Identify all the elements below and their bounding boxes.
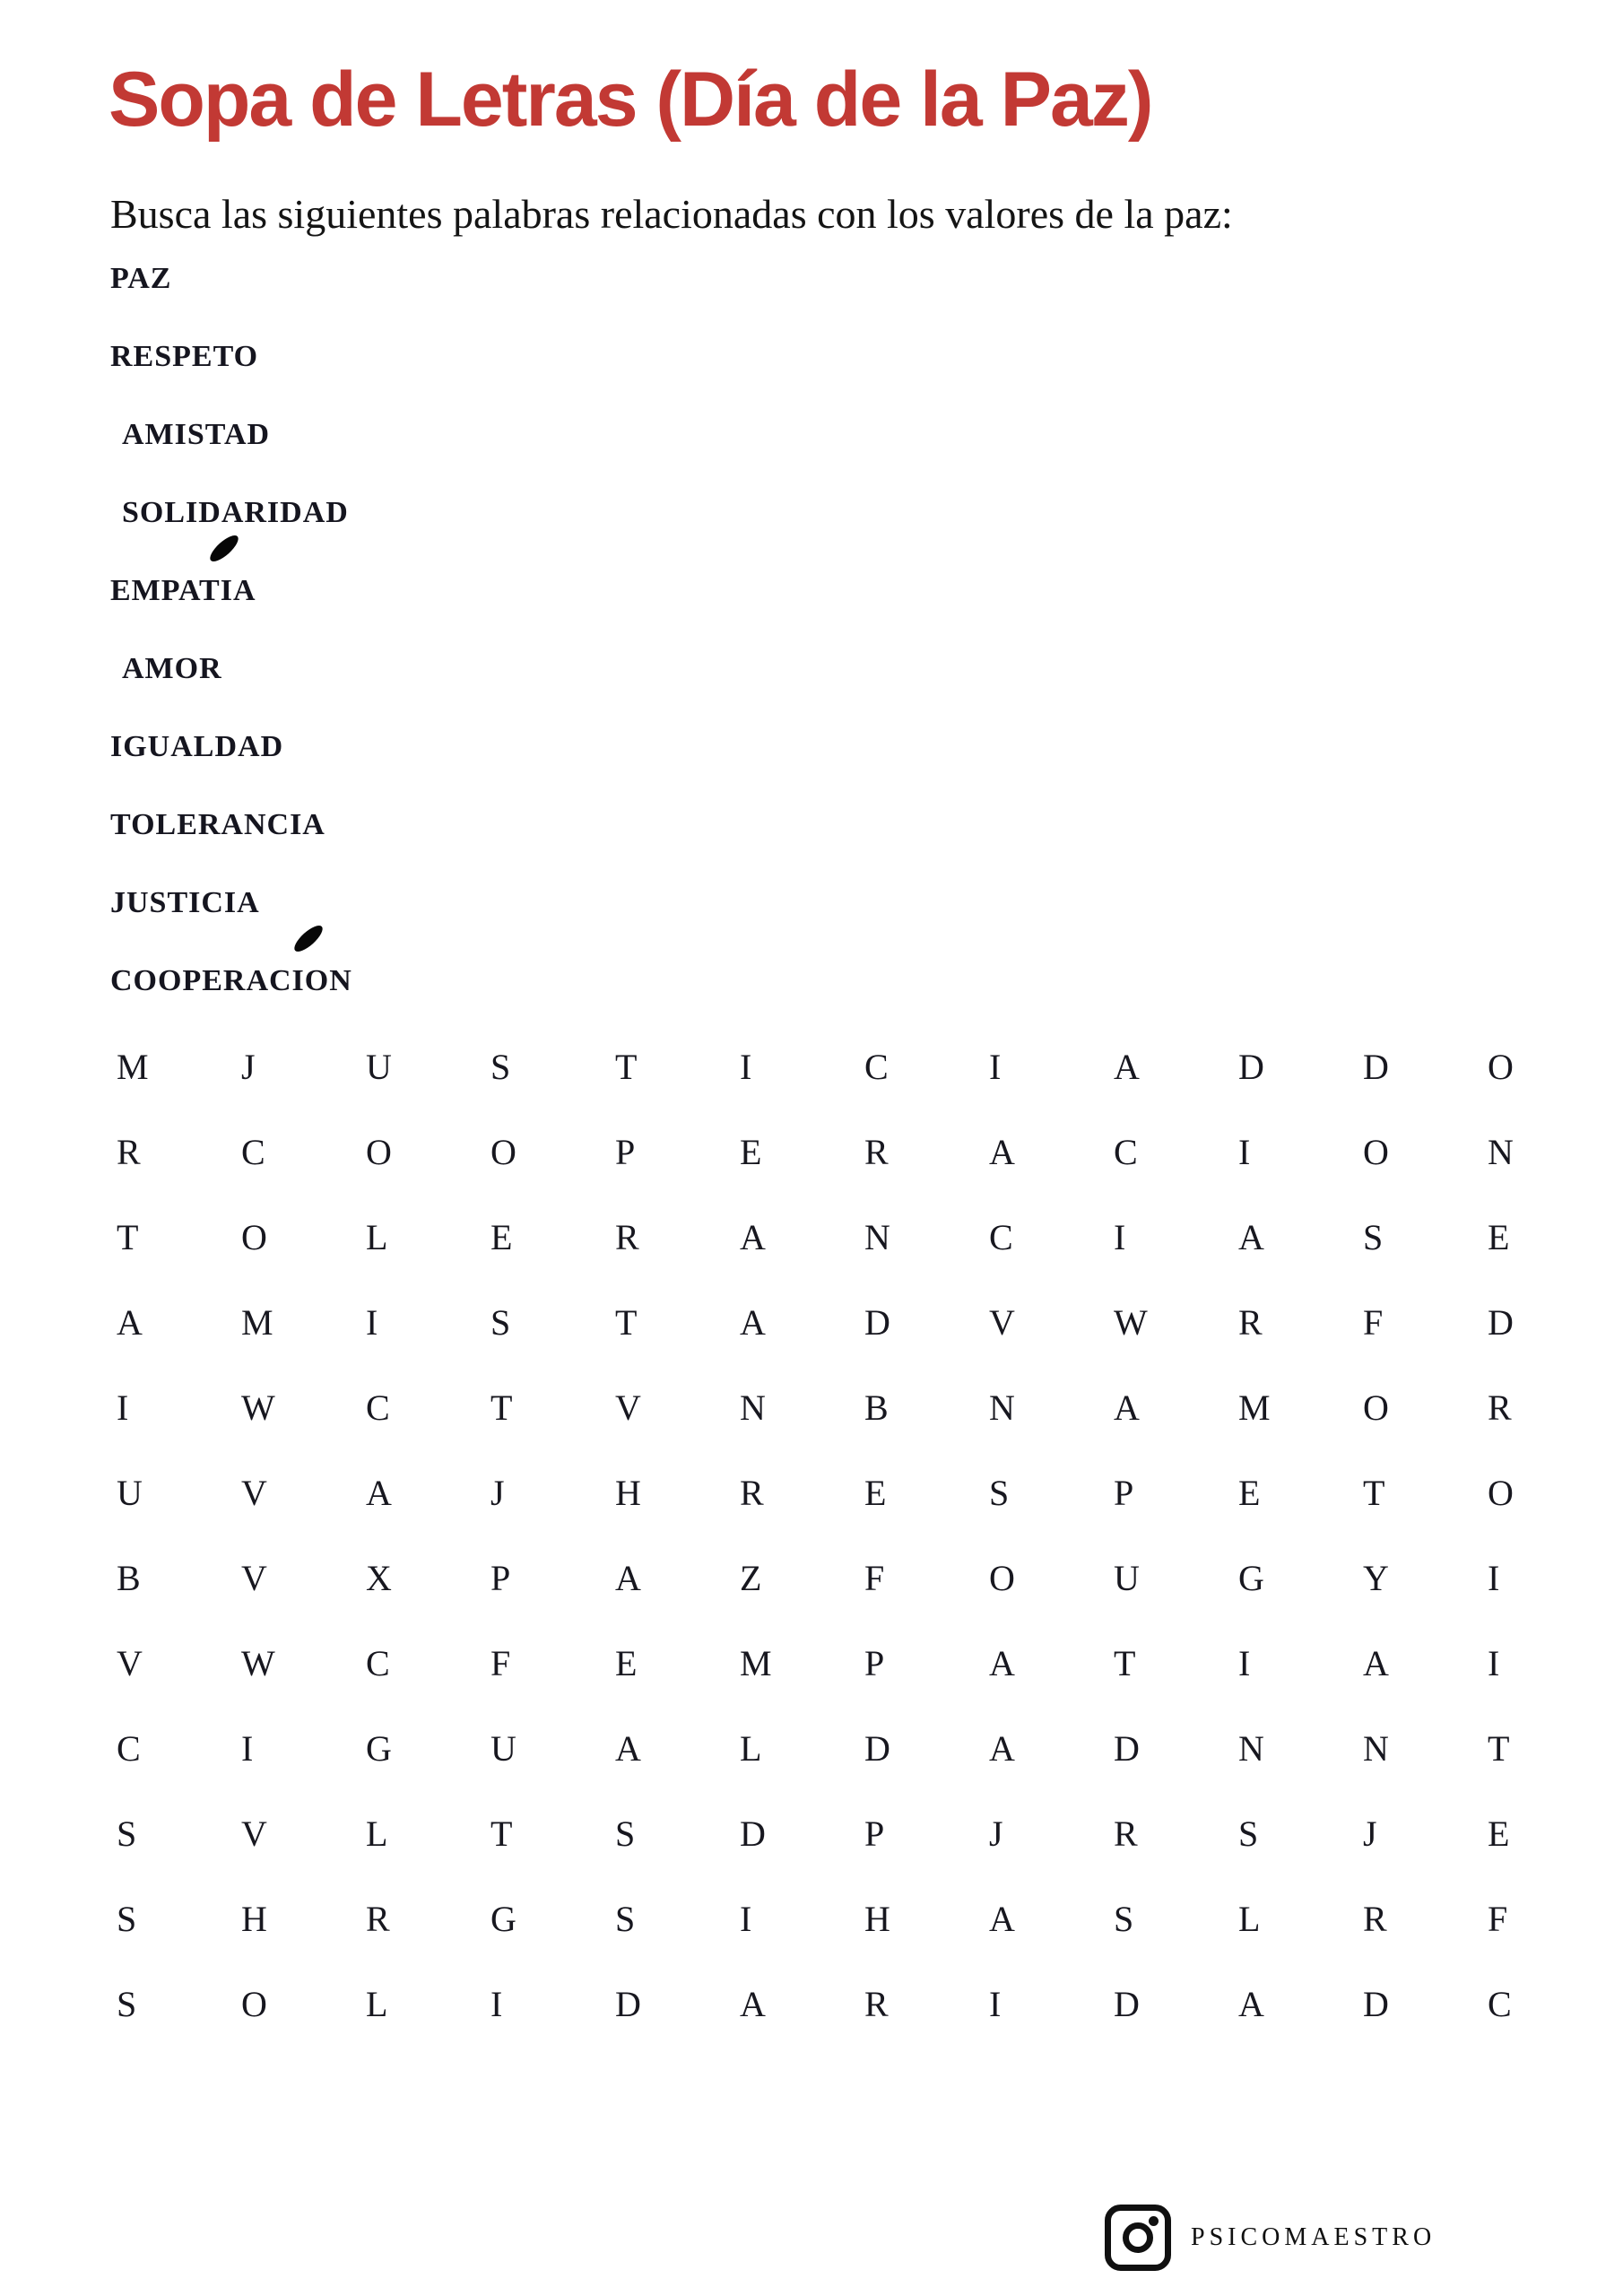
accented-letter: I [221,570,233,612]
word-item: RESPETO [110,340,259,373]
grid-letter: N [1488,1132,1514,1172]
grid-letter: I [366,1302,378,1343]
grid-letter: U [1114,1558,1140,1598]
word-item: SOLIDARIDAD [122,496,349,529]
grid-letter: C [1488,1984,1512,2024]
grid-letter: I [1238,1132,1251,1172]
grid-letter: O [1363,1387,1389,1428]
grid-letter: U [117,1473,143,1513]
grid-letter: R [864,1984,889,2024]
grid-letter: M [117,1047,149,1087]
grid-letter: C [864,1047,889,1087]
grid-letter: B [117,1558,141,1598]
grid-letter: L [1238,1899,1261,1939]
grid-letter: S [490,1302,511,1343]
grid-letter: I [740,1047,752,1087]
grid-letter: R [1488,1387,1512,1428]
grid-letter: O [241,1217,267,1257]
grid-letter: A [989,1132,1015,1172]
grid-letter: I [1114,1217,1126,1257]
grid-letter: R [864,1132,889,1172]
grid-letter: R [740,1473,764,1513]
grid-letter: V [615,1387,641,1428]
grid-letter: J [989,1813,1003,1854]
grid-letter: M [241,1302,273,1343]
grid-letter: A [989,1643,1015,1683]
grid-letter: D [1488,1302,1514,1343]
grid-letter: O [1488,1047,1514,1087]
grid-letter: S [1363,1217,1384,1257]
grid-letter: I [117,1387,129,1428]
grid-letter: R [1114,1813,1138,1854]
grid-letter: J [490,1473,505,1513]
grid-letter: E [864,1473,887,1513]
grid-letter: A [1114,1047,1140,1087]
grid-letter: O [989,1558,1015,1598]
grid-letter: A [366,1473,392,1513]
grid-letter: E [490,1217,513,1257]
grid-letter: V [117,1643,143,1683]
grid-letter: O [490,1132,516,1172]
grid-letter: M [740,1643,772,1683]
instagram-handle: PSICOMAESTRO [1191,2223,1436,2251]
grid-letter: F [1363,1302,1384,1343]
grid-letter: U [366,1047,392,1087]
letter-grid [117,1024,1612,2047]
grid-letter: L [366,1984,388,2024]
grid-letter: M [1238,1387,1271,1428]
grid-letter: Z [740,1558,762,1598]
grid-letter: S [1238,1813,1259,1854]
word-item: JUSTICIA [110,886,260,919]
grid-letter: G [366,1728,392,1769]
grid-letter: S [117,1899,137,1939]
grid-letter: T [615,1302,638,1343]
grid-letter: T [1114,1643,1136,1683]
grid-letter: V [241,1813,267,1854]
grid-letter: O [1488,1473,1514,1513]
grid-letter: A [1114,1387,1140,1428]
grid-letter: C [241,1132,265,1172]
grid-letter: G [490,1899,516,1939]
grid-letter: T [490,1387,513,1428]
grid-letter: A [615,1728,641,1769]
grid-letter: R [366,1899,390,1939]
grid-letter: J [1363,1813,1377,1854]
grid-letter: W [241,1387,275,1428]
grid-letter: I [1488,1643,1500,1683]
word-item: TOLERANCIA [110,808,325,841]
grid-letter: I [989,1047,1002,1087]
grid-letter: H [241,1899,267,1939]
grid-letter: N [1238,1728,1264,1769]
word-item: PAZ [110,262,172,295]
grid-letter: A [740,1217,766,1257]
grid-letter: U [490,1728,516,1769]
grid-letter: T [1488,1728,1510,1769]
grid-letter: W [1114,1302,1148,1343]
page-title: Sopa de Letras (Día de la Paz) [108,57,1152,143]
grid-letter: T [490,1813,513,1854]
grid-letter: V [241,1473,267,1513]
grid-letter: H [615,1473,641,1513]
grid-letter: A [1238,1217,1264,1257]
grid-letter: I [1238,1643,1251,1683]
grid-letter: D [1114,1984,1140,2024]
grid-letter: S [117,1813,137,1854]
footer [1105,2205,1436,2271]
grid-letter: T [117,1217,139,1257]
grid-letter: O [1363,1132,1389,1172]
grid-letter: D [864,1728,890,1769]
grid-letter: Y [1363,1558,1389,1598]
instructions-text: Busca las siguientes palabras relacionadas con los valores de la paz: [110,191,1233,237]
grid-letter: F [1488,1899,1508,1939]
grid-letter: G [1238,1558,1264,1598]
grid-letter: C [366,1643,390,1683]
grid-letter: S [989,1473,1010,1513]
word-item: EMPATI A [110,570,738,648]
accented-letter: O [305,961,329,1002]
grid-letter: P [490,1558,511,1598]
grid-letter: R [1238,1302,1263,1343]
word-list [110,258,738,1039]
grid-letter: D [1363,1984,1389,2024]
grid-letter: O [366,1132,392,1172]
grid-letter: F [490,1643,511,1683]
grid-letter: E [1238,1473,1261,1513]
grid-letter: N [989,1387,1015,1428]
word-item: AMOR [122,652,222,685]
grid-letter: R [1363,1899,1387,1939]
instagram-flash-dot [1149,2216,1159,2226]
grid-letter: L [740,1728,762,1769]
grid-letter: T [615,1047,638,1087]
grid-letter: S [1114,1899,1134,1939]
grid-letter: J [241,1047,256,1087]
grid-letter: S [117,1984,137,2024]
grid-letter: L [366,1813,388,1854]
grid-letter: R [117,1132,141,1172]
grid-letter: I [740,1899,752,1939]
grid-letter: A [740,1984,766,2024]
grid-letter: I [241,1728,254,1769]
grid-letter: H [864,1899,890,1939]
grid-letter: C [366,1387,390,1428]
word-item: AMISTAD [122,418,271,451]
grid-letter: F [864,1558,885,1598]
grid-letter: C [989,1217,1013,1257]
grid-letter: X [366,1558,392,1598]
grid-letter: E [1488,1813,1510,1854]
grid-letter: A [1238,1984,1264,2024]
grid-letter: A [740,1302,766,1343]
grid-letter: D [1114,1728,1140,1769]
grid-letter: R [615,1217,639,1257]
grid-letter: A [989,1899,1015,1939]
grid-letter: E [615,1643,638,1683]
grid-letter: V [241,1558,267,1598]
instagram-lens-circle [1123,2222,1153,2253]
grid-letter: P [1114,1473,1134,1513]
grid-letter: D [1238,1047,1264,1087]
instagram-icon [1105,2205,1171,2271]
grid-letter: L [366,1217,388,1257]
grid-letter: A [989,1728,1015,1769]
grid-letter: W [241,1643,275,1683]
grid-letter: D [1363,1047,1389,1087]
grid-letter: P [615,1132,636,1172]
grid-letter: C [1114,1132,1138,1172]
grid-letter: T [1363,1473,1385,1513]
word-item: IGUALDAD [110,730,284,763]
grid-letter: S [490,1047,511,1087]
grid-letter: C [117,1728,141,1769]
grid-letter: P [864,1813,885,1854]
grid-letter: A [615,1558,641,1598]
grid-letter: N [1363,1728,1389,1769]
grid-letter: E [740,1132,762,1172]
grid-letter: P [864,1643,885,1683]
grid-letter: I [989,1984,1002,2024]
grid-letter: A [1363,1643,1389,1683]
grid-letter: D [615,1984,641,2024]
grid-letter: I [490,1984,503,2024]
grid-letter: D [740,1813,766,1854]
grid-letter: N [864,1217,890,1257]
grid-letter: D [864,1302,890,1343]
grid-letter: V [989,1302,1015,1343]
word-item: COOPERACIO N [110,961,738,1039]
grid-letter: E [1488,1217,1510,1257]
grid-letter: B [864,1387,889,1428]
grid-letter: I [1488,1558,1500,1598]
grid-letter: S [615,1899,636,1939]
grid-letter: N [740,1387,766,1428]
grid-letter: S [615,1813,636,1854]
grid-letter: A [117,1302,143,1343]
grid-letter: O [241,1984,267,2024]
